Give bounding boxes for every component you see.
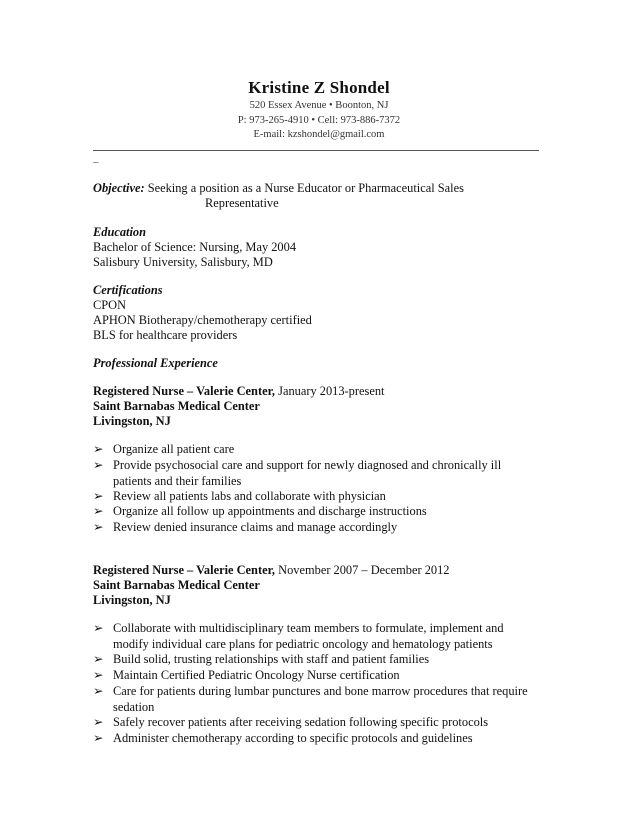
bullet-arrow-icon: ➢ — [93, 458, 104, 472]
certification-item: APHON Biotherapy/chemotherapy certified — [93, 313, 312, 327]
objective-text-continued: Representative — [205, 196, 279, 210]
list-item: ➢ Safely recover patients after receiving sedation following specific protocols — [93, 715, 489, 729]
list-item: ➢ Build solid, trusting relationships with staff and patient families — [93, 652, 430, 666]
divider-dash: – — [93, 156, 99, 168]
bullet-arrow-icon: ➢ — [93, 442, 104, 456]
list-item: ➢ Collaborate with multidisciplinary team members to formulate, implement and modify individual care plans for pediatric oncology and hematology patients — [93, 621, 504, 651]
experience-heading: Professional Experience — [93, 356, 218, 370]
job-location: Livingston, NJ — [93, 593, 171, 607]
list-item: ➢ Organize all follow up appointments and discharge instructions — [93, 504, 427, 518]
bullet-arrow-icon: ➢ — [93, 520, 104, 534]
job-title-line — [93, 563, 450, 578]
phone-line: P: 973-265-4910 • Cell: 973-886-7372 — [237, 115, 401, 126]
list-item: ➢ Review denied insurance claims and manage accordingly — [93, 520, 398, 534]
objective-label: Objective: — [93, 181, 145, 195]
education-degree: Bachelor of Science: Nursing, May 2004 — [93, 240, 297, 254]
certification-item: CPON — [93, 298, 127, 312]
header-divider — [93, 150, 539, 151]
bullet-arrow-icon: ➢ — [93, 621, 104, 635]
bullet-arrow-icon: ➢ — [93, 504, 104, 518]
bullet-arrow-icon: ➢ — [93, 731, 104, 745]
list-item: ➢ Provide psychosocial care and support for newly diagnosed and chronically ill patients and their families — [93, 458, 502, 488]
objective-line — [93, 181, 464, 196]
address-line: 520 Essex Avenue • Boonton, NJ — [249, 100, 389, 111]
candidate-name: Kristine Z Shondel — [248, 78, 390, 97]
job-dates: January 2013-present — [275, 384, 385, 398]
bullet-arrow-icon: ➢ — [93, 715, 104, 729]
job-employer: Saint Barnabas Medical Center — [93, 578, 260, 592]
list-item: ➢ Review all patients labs and collaborate with physician — [93, 489, 386, 503]
job-title: Registered Nurse – Valerie Center, — [93, 563, 276, 577]
bullet-arrow-icon: ➢ — [93, 668, 104, 682]
email-line: E-mail: kzshondel@gmail.com — [253, 129, 385, 140]
objective-text: Seeking a position as a Nurse Educator or Pharmaceutical Sales — [144, 181, 464, 195]
bullet-arrow-icon: ➢ — [93, 489, 104, 503]
job-employer: Saint Barnabas Medical Center — [93, 399, 260, 413]
job-title-line — [93, 384, 384, 399]
list-item: ➢ Maintain Certified Pediatric Oncology Nurse certification — [93, 668, 400, 682]
job-dates: November 2007 – December 2012 — [275, 563, 450, 577]
education-heading: Education — [93, 225, 147, 239]
job-location: Livingston, NJ — [93, 414, 171, 428]
list-item: ➢ Organize all patient care — [93, 442, 235, 456]
list-item: ➢ Care for patients during lumbar punctures and bone marrow procedures that require sedation — [93, 684, 528, 714]
certification-item: BLS for healthcare providers — [93, 328, 238, 342]
bullet-arrow-icon: ➢ — [93, 684, 104, 698]
education-school: Salisbury University, Salisbury, MD — [93, 255, 273, 269]
list-item: ➢ Administer chemotherapy according to specific protocols and guidelines — [93, 731, 473, 745]
certifications-heading: Certifications — [93, 283, 163, 297]
job-title: Registered Nurse – Valerie Center, — [93, 384, 276, 398]
bullet-arrow-icon: ➢ — [93, 652, 104, 666]
